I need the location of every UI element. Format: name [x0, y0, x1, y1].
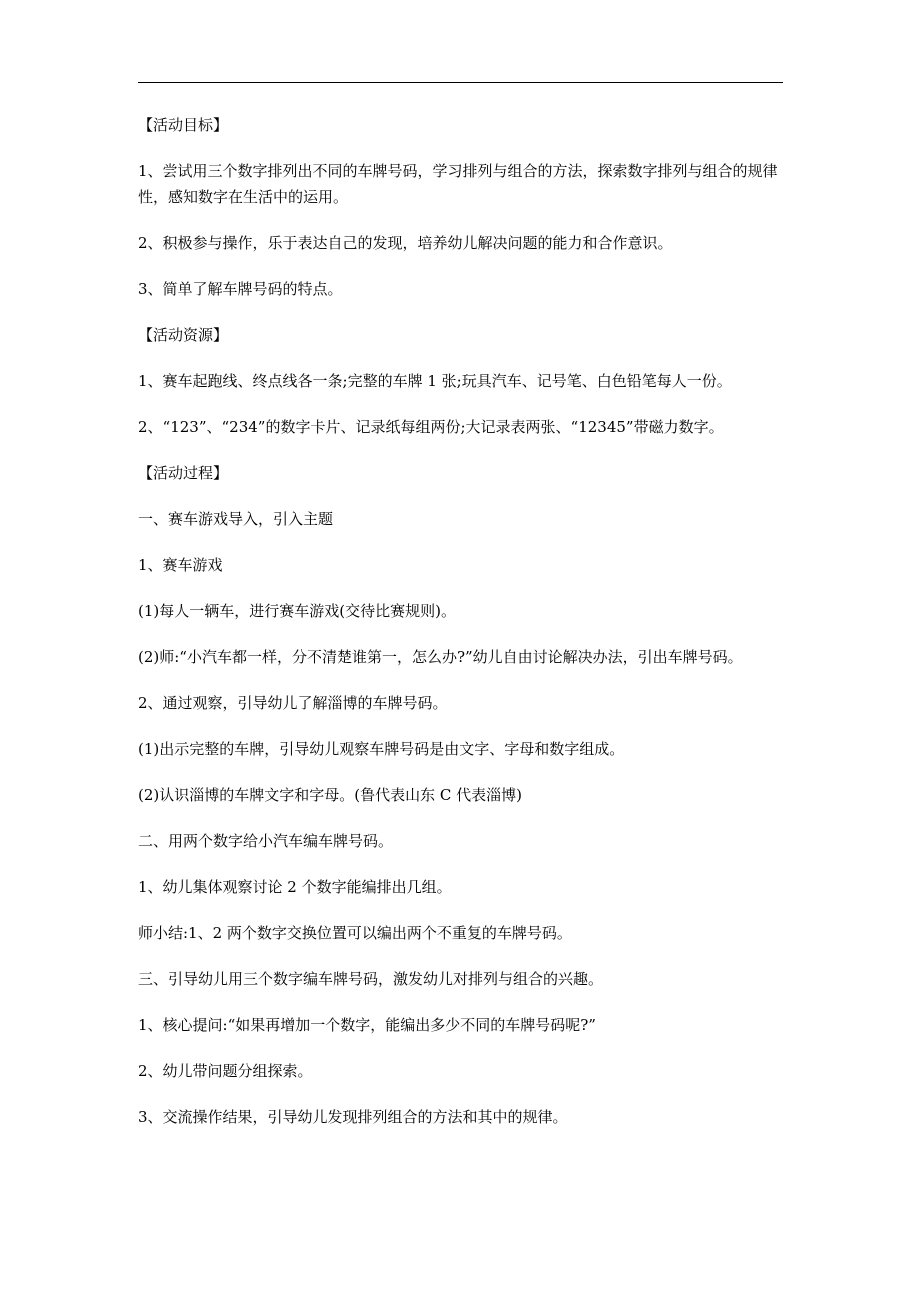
paragraph: (2)认识淄博的车牌文字和字母。(鲁代表山东 C 代表淄博): [138, 786, 522, 804]
paragraph: 1、幼儿集体观察讨论 2 个数字能编排出几组。: [138, 878, 452, 896]
paragraph: 三、引导幼儿用三个数字编车牌号码，激发幼儿对排列与组合的兴趣。: [138, 970, 604, 988]
header-rule: [138, 82, 783, 83]
paragraph: 3、简单了解车牌号码的特点。: [138, 280, 343, 298]
document-body: [138, 112, 786, 1150]
section-heading-goals: 【活动目标】: [138, 116, 229, 134]
paragraph: 2、积极参与操作，乐于表达自己的发现，培养幼儿解决问题的能力和合作意识。: [138, 234, 673, 252]
paragraph: 2、幼儿带问题分组探索。: [138, 1062, 313, 1080]
section-heading-process: 【活动过程】: [138, 464, 229, 482]
paragraph: 1、赛车起跑线、终点线各一条;完整的车牌 1 张;玩具汽车、记号笔、白色铅笔每人一份。: [138, 372, 732, 390]
paragraph: (1)每人一辆车，进行赛车游戏(交待比赛规则)。: [138, 602, 456, 620]
paragraph: (1)出示完整的车牌，引导幼儿观察车牌号码是由文字、字母和数字组成。: [138, 740, 625, 758]
paragraph: 2、通过观察，引导幼儿了解淄博的车牌号码。: [138, 694, 448, 712]
paragraph: 2、“123”、“234”的数字卡片、记录纸每组两份;大记录表两张、“12345”带磁力数字。: [138, 418, 724, 436]
paragraph: 1、核心提问:“如果再增加一个数字，能编出多少不同的车牌号码呢?”: [138, 1016, 596, 1034]
paragraph: 一、赛车游戏导入，引入主题: [138, 510, 334, 528]
paragraph: (2)师:“小汽车都一样，分不清楚谁第一，怎么办?”幼儿自由讨论解决办法，引出车牌号码。: [138, 648, 743, 666]
paragraph: 二、用两个数字给小汽车编车牌号码。: [138, 832, 394, 850]
paragraph: 师小结:1、2 两个数字交换位置可以编出两个不重复的车牌号码。: [138, 924, 572, 942]
paragraph: 3、交流操作结果，引导幼儿发现排列组合的方法和其中的规律。: [138, 1108, 568, 1126]
paragraph: 1、尝试用三个数字排列出不同的车牌号码，学习排列与组合的方法，探索数字排列与组合的规律性，感知数字在生活中的运用。: [138, 162, 778, 206]
paragraph: 1、赛车游戏: [138, 556, 223, 574]
section-heading-resources: 【活动资源】: [138, 326, 229, 344]
